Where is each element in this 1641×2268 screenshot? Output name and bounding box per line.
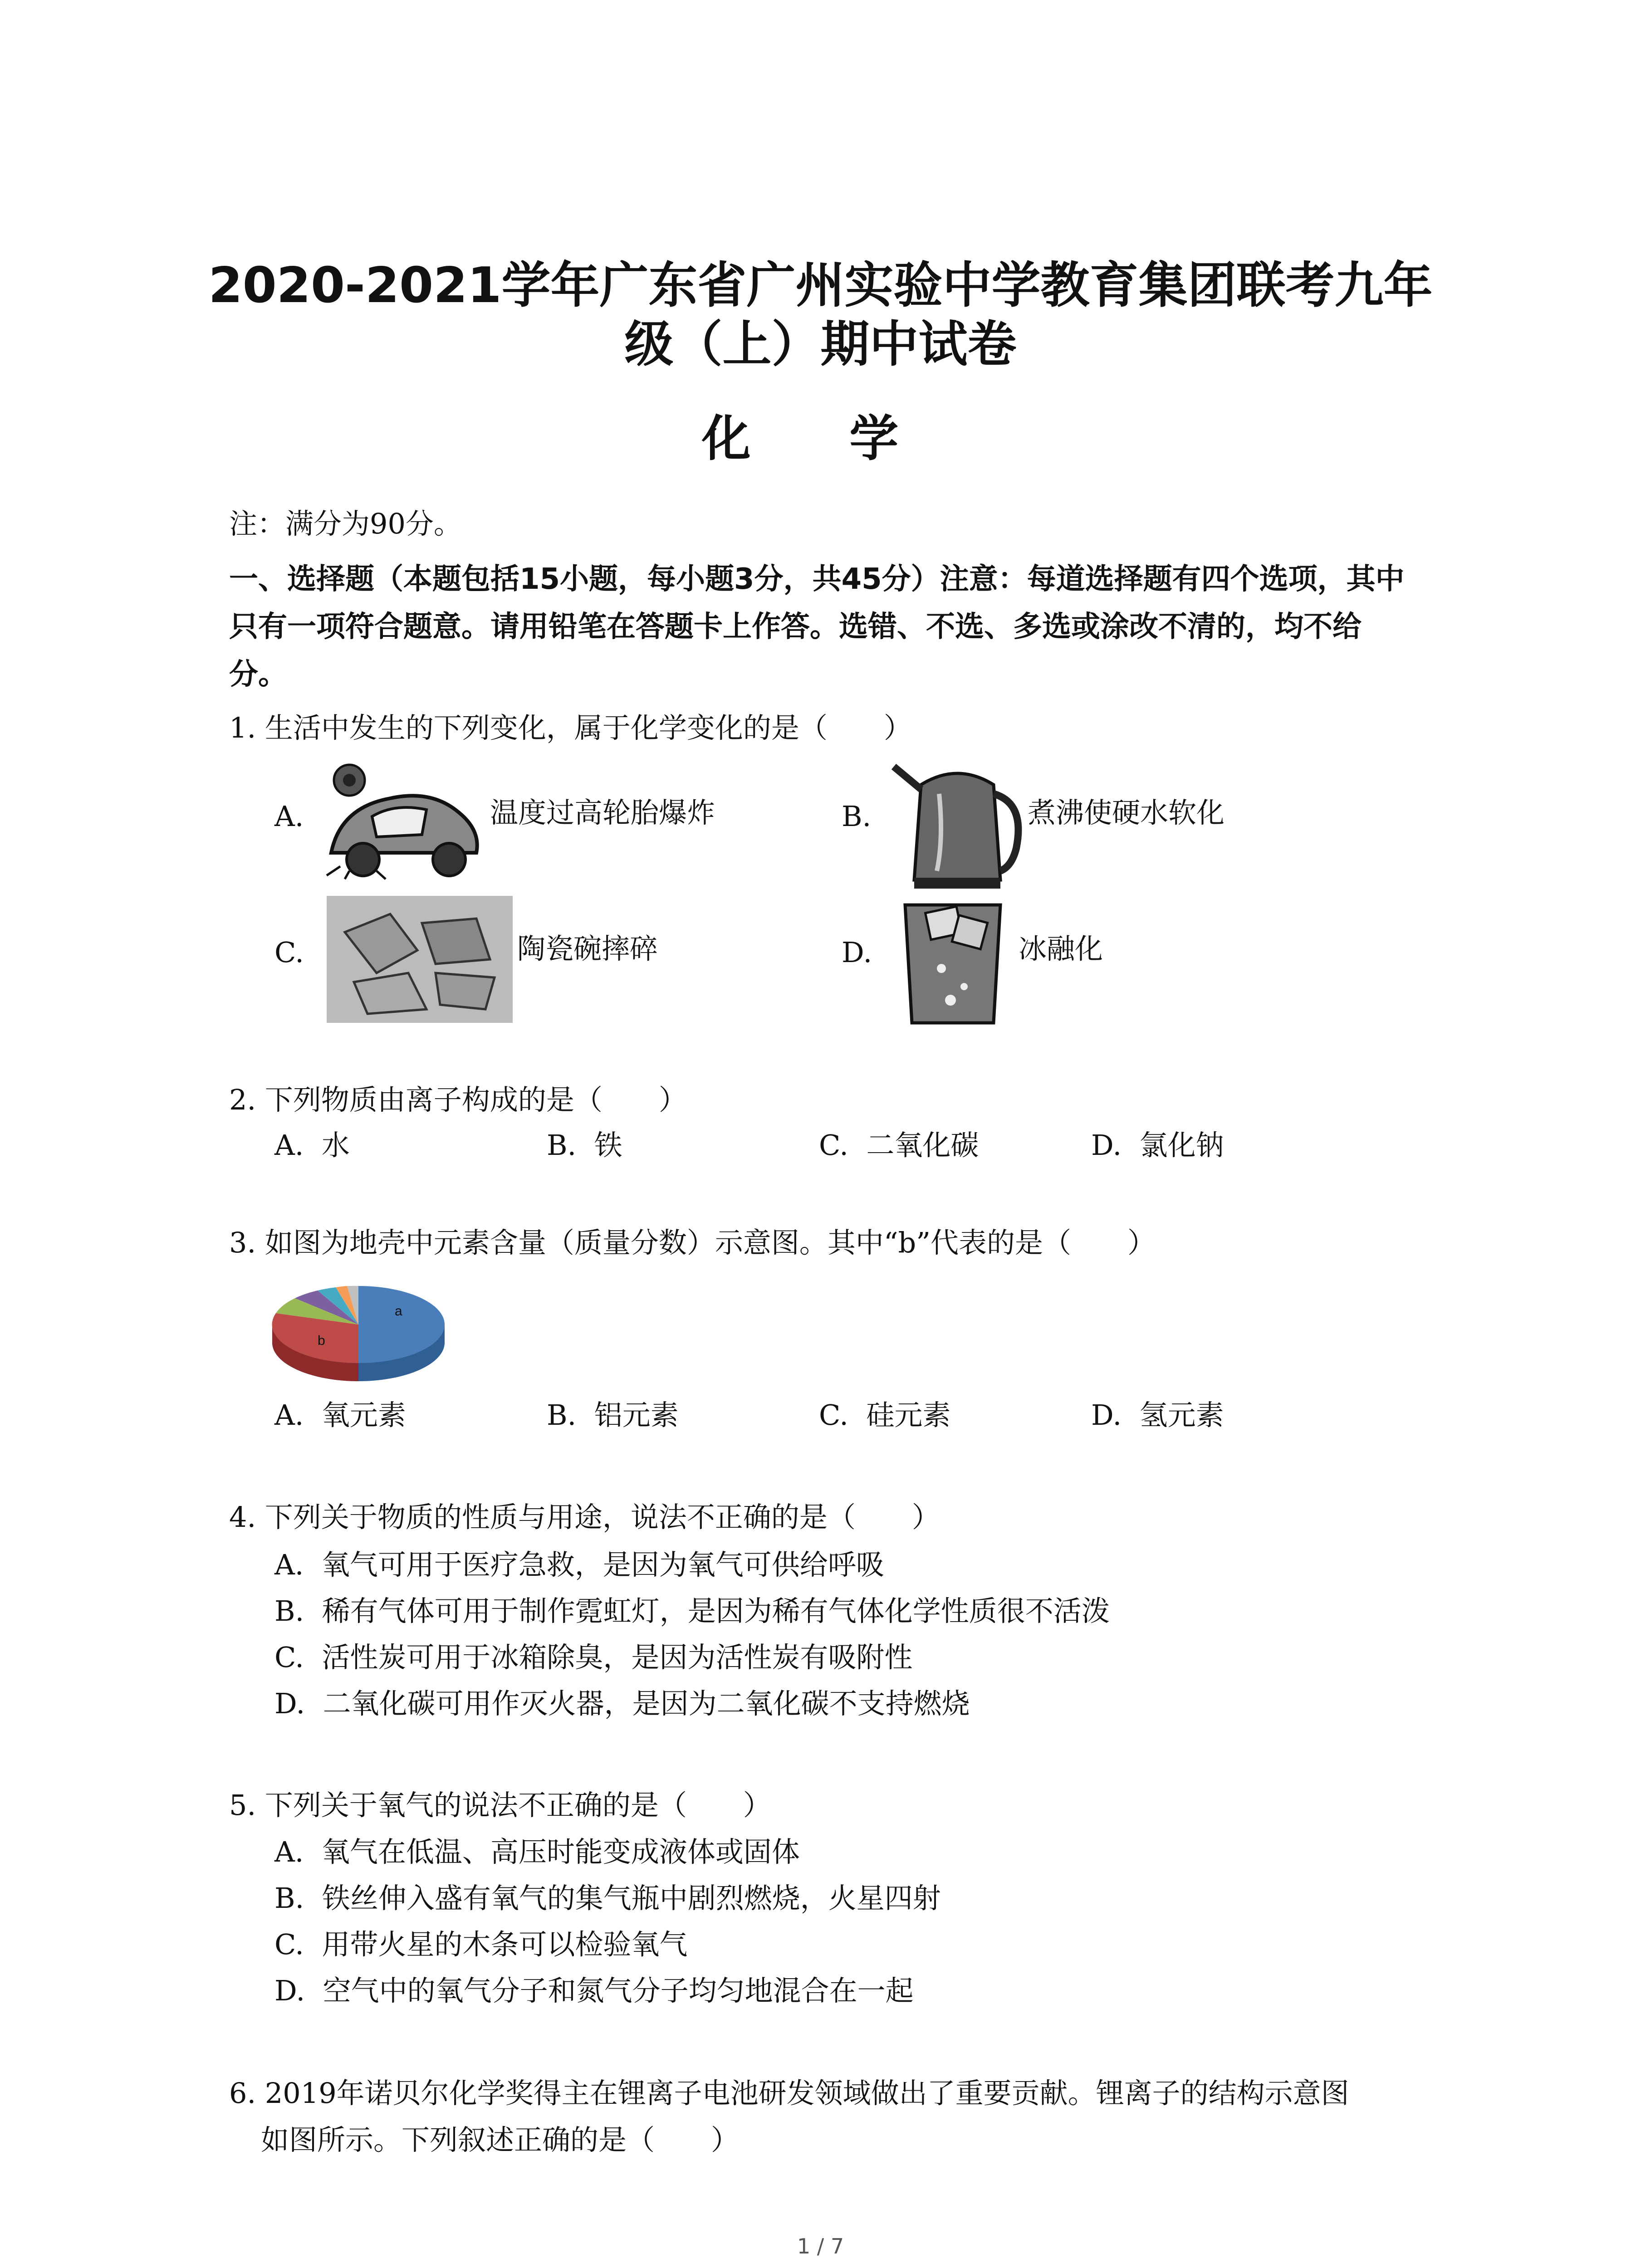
q4-option-a-text: 氧气可用于医疗急救，是因为氧气可供给呼吸 (321, 1548, 884, 1581)
q2-option-b (547, 1127, 622, 1163)
pie-label-b: b (318, 1333, 325, 1348)
q2-option-c-text: 二氧化碳 (866, 1129, 979, 1162)
page-title-line2: 级（上）期中试卷 (624, 316, 1017, 373)
q3-option-d-text: 氢元素 (1139, 1398, 1224, 1432)
q2-option-a-text: 水 (321, 1129, 350, 1162)
q5-option-b-text: 铁丝伸入盛有氧气的集气瓶中剧烈燃烧，火星四射 (322, 1882, 941, 1915)
ice-in-glass-image (892, 896, 1014, 1027)
q3-option-a-label: A. (274, 1398, 304, 1432)
question-2-stem: 2. 下列物质由离子构成的是（ ） (229, 1083, 687, 1116)
q2-option-c (819, 1127, 979, 1163)
q5-option-a (274, 1834, 800, 1870)
q1-option-a-text: 温度过高轮胎爆炸 (490, 796, 715, 829)
q5-option-c (274, 1926, 687, 1963)
q3-option-d-label: D. (1091, 1398, 1122, 1432)
section-instructions-line2: 只有一项符合题意。请用铅笔在答题卡上作答。选错、不选、多选或涂改不清的，均不给 (229, 610, 1362, 644)
q4-option-d-label: D. (274, 1687, 305, 1720)
q1-option-c-label: C. (274, 936, 304, 969)
q4-option-c-text: 活性炭可用于冰箱除臭，是因为活性炭有吸附性 (322, 1641, 913, 1674)
q2-option-a (274, 1127, 350, 1163)
q4-option-d (274, 1686, 970, 1722)
q3-option-c (819, 1397, 950, 1433)
q5-option-d-label: D. (274, 1974, 305, 2007)
q4-option-c (274, 1639, 912, 1676)
q5-option-a-text: 氧气在低温、高压时能变成液体或固体 (321, 1835, 800, 1868)
q5-option-c-text: 用带火星的木条可以检验氧气 (322, 1928, 688, 1961)
q2-option-d-label: D. (1091, 1129, 1122, 1162)
q2-option-a-label: A. (274, 1129, 304, 1162)
q3-option-a (274, 1397, 406, 1433)
q4-option-b-text: 稀有气体可用于制作霓虹灯，是因为稀有气体化学性质很不活泼 (322, 1594, 1110, 1628)
q1-option-b-text: 煮沸使硬水软化 (1028, 796, 1225, 829)
crust-element-pie-chart (268, 1270, 449, 1388)
q2-option-d (1091, 1127, 1224, 1163)
q2-option-d-text: 氯化钠 (1139, 1129, 1224, 1162)
q5-option-d (274, 1973, 914, 2009)
q3-option-d (1091, 1397, 1224, 1433)
q5-option-d-text: 空气中的氧气分子和氮气分子均匀地混合在一起 (323, 1974, 914, 2007)
section-instructions-line3: 分。 (229, 658, 287, 691)
q3-option-c-label: C. (819, 1398, 848, 1432)
question-6-stem-line1: 6. 2019年诺贝尔化学奖得主在锂离子电池研发领域做出了重要贡献。锂离子的结构示意图 (229, 2077, 1349, 2110)
pie-label-a: a (395, 1304, 402, 1319)
q1-option-d-text: 冰融化 (1019, 932, 1103, 965)
electric-kettle-image (889, 758, 1025, 894)
q5-option-a-label: A. (274, 1835, 304, 1868)
q2-option-b-label: B. (547, 1129, 577, 1162)
q2-option-c-label: C. (819, 1129, 848, 1162)
q4-option-b-label: B. (274, 1594, 304, 1628)
q3-option-c-text: 硅元素 (866, 1398, 951, 1432)
question-1-stem: 1. 生活中发生的下列变化，属于化学变化的是（ ） (229, 711, 912, 744)
question-6-stem-line2: 如图所示。下列叙述正确的是（ ） (261, 2123, 740, 2156)
page-title-line1: 2020-2021学年广东省广州实验中学教育集团联考九年 (208, 257, 1433, 314)
score-note: 注：满分为90分。 (229, 507, 462, 540)
subject-heading: 化 学 (701, 411, 940, 467)
q3-option-b-label: B. (547, 1398, 577, 1432)
q2-option-b-text: 铁 (594, 1129, 622, 1162)
q4-option-a-label: A. (274, 1548, 304, 1581)
section-instructions-line1: 一、选择题（本题包括15小题，每小题3分，共45分）注意：每道选择题有四个选项，其中 (229, 562, 1405, 596)
q3-option-a-text: 氧元素 (321, 1398, 406, 1432)
q5-option-b (274, 1880, 941, 1916)
q4-option-c-label: C. (274, 1641, 304, 1674)
broken-ceramic-bowl-image (327, 896, 513, 1023)
q1-option-d-label: D. (842, 936, 872, 969)
q4-option-d-text: 二氧化碳可用作灭火器，是因为二氧化碳不支持燃烧 (323, 1687, 970, 1720)
q1-option-c-text: 陶瓷碗摔碎 (517, 932, 658, 965)
q1-option-a-label: A. (274, 800, 304, 833)
q4-option-b (274, 1593, 1110, 1629)
question-4-stem: 4. 下列关于物质的性质与用途，说法不正确的是（ ） (229, 1501, 940, 1534)
q3-option-b-text: 铝元素 (594, 1398, 679, 1432)
car-tire-explosion-image (322, 762, 490, 880)
question-3-stem: 3. 如图为地壳中元素含量（质量分数）示意图。其中“b”代表的是（ ） (229, 1226, 1156, 1259)
page-number: 1 / 7 (797, 2234, 844, 2258)
q4-option-a (274, 1547, 884, 1583)
question-5-stem: 5. 下列关于氧气的说法不正确的是（ ） (229, 1789, 771, 1822)
q5-option-c-label: C. (274, 1928, 304, 1961)
q1-option-b-label: B. (842, 800, 872, 833)
q3-option-b (547, 1397, 679, 1433)
q5-option-b-label: B. (274, 1882, 304, 1915)
